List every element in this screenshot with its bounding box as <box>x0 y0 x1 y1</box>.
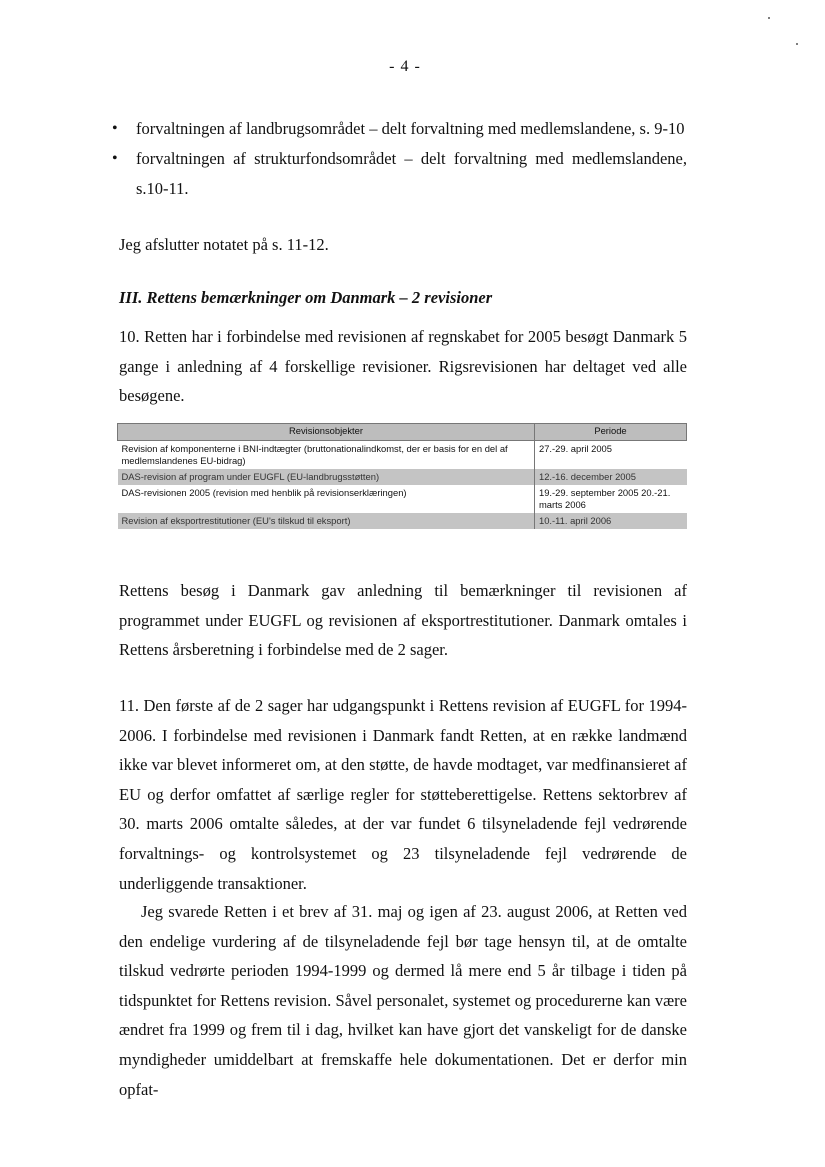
table-cell-object: DAS-revisionen 2005 (revision med henblik på revisionserklæringen) <box>121 487 407 498</box>
table-cell-period: 10.-11. april 2006 <box>535 513 687 529</box>
table-header-objects: Revisionsobjekter <box>118 424 535 441</box>
table-cell-object: Revision af eksportrestitutioner (EU's tilskud til eksport) <box>118 513 535 529</box>
table-cell-period: 12.-16. december 2005 <box>535 469 687 485</box>
paragraph-10: 10. Retten har i forbindelse med revisionen af regnskabet for 2005 besøgt Danmark 5 gange i anledning af 4 forskellige revisioner. Rigsrevisionen har deltaget ved alle besøgene. <box>119 327 687 406</box>
bullet-item: • forvaltningen af strukturfondsområdet – delt forvaltning med medlemslandene, s.10-11. <box>112 144 687 204</box>
table-row <box>118 441 687 470</box>
revision-table <box>117 423 687 529</box>
paragraph-11: 11. Den første af de 2 sager har udgangspunkt i Rettens revision af EUGFL for 1994-2006. I forbindelse med revisionen i Danmark fandt Retten, at en række landmænd ikke var blevet informeret om, at den støtte, de havde modtaget, var medfinansieret af EU og derfor omfattet af særlige regler for støtteberettigelse. Rettens sektorbrev af 30. marts 2006 omtalte således, at der var fundet 6 tilsyneladende fejl vedrørende forvaltnings- og kontrolsystemet og 23 tilsyneladende fejl vedrørende de underliggende transaktioner. <box>119 696 687 893</box>
table-header-row <box>118 424 687 441</box>
table-cell-object: Revision af komponenterne i BNI-indtægter (bruttonationalindkomst, der er basis for en del af medlemslandenes EU-bidrag) <box>121 443 508 466</box>
closing-line: Jeg afslutter notatet på s. 11-12. <box>119 235 329 254</box>
page-number: - 4 - <box>389 58 421 75</box>
paragraph-reply: Jeg svarede Retten i et brev af 31. maj og igen af 23. august 2006, at Retten ved den endelige vurdering af de tilsyneladende fejl bør tage hensyn til, at de omtalte tilskud vedrørte perioden 1994-1999 og dermed lå mere end 5 år tilbage i tiden på tidspunktet for Rettens revision. Såvel personalet, systemet og procedurerne kan være ændret fra 1999 og frem til i dag, hvilket kan have gjort det vanskeligt for de danske myndigheder umiddelbart at fremskaffe hele dokumentationen. Det er derfor min opfat- <box>119 902 687 1099</box>
section-heading: III. Rettens bemærkninger om Danmark – 2 revisioner <box>119 288 493 307</box>
table-row <box>118 469 687 485</box>
scan-speck <box>796 43 798 45</box>
table-cell-period: 19.-29. september 2005 20.-21. marts 2006 <box>535 485 687 513</box>
bullet-item: • forvaltningen af landbrugsområdet – delt forvaltning med medlemslandene, s. 9-10 <box>112 114 687 144</box>
table-row <box>118 485 687 513</box>
table-row <box>118 513 687 529</box>
scan-speck <box>768 17 770 19</box>
table-cell-object: DAS-revision af program under EUGFL (EU-landbrugsstøtten) <box>118 469 535 485</box>
table-cell-period: 27.-29. april 2005 <box>535 441 687 470</box>
bullet-list <box>112 114 687 204</box>
table-header-period: Periode <box>535 424 687 441</box>
paragraph-after-table: Rettens besøg i Danmark gav anledning til bemærkninger til revisionen af programmet under EUGFL og revisionen af eksportrestitutioner. Danmark omtales i Rettens årsberetning i forbindelse med de 2 sager. <box>119 581 687 660</box>
